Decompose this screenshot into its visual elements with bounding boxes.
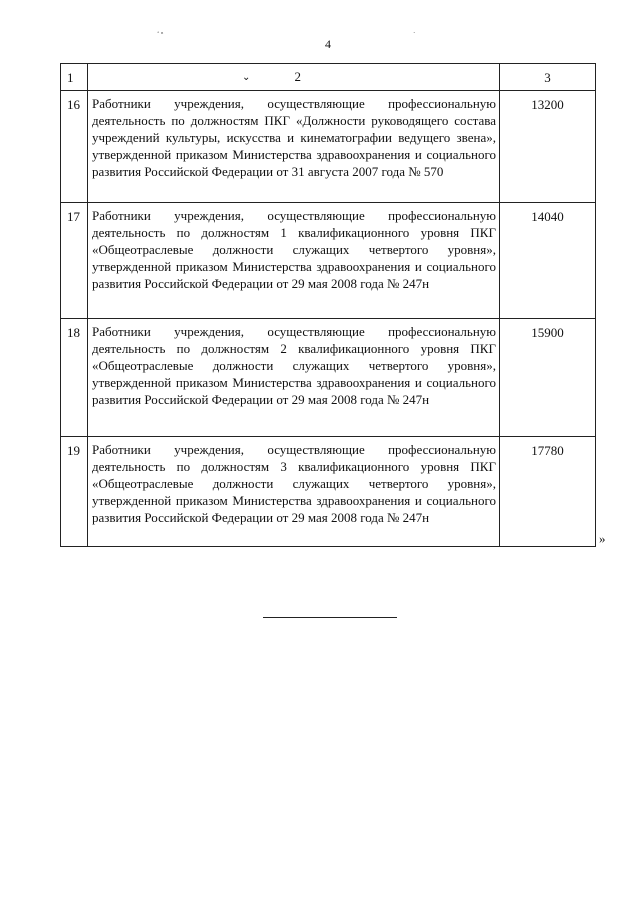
- scan-speck: ʻ ⁿ: [157, 30, 164, 38]
- column-header-value: 3: [500, 64, 596, 91]
- row-description: Работники учреждения, осуществляющие профессиональную деятельность по должностям 1 квалификационного уровня ПКГ «Общеотраслевые должности служащих четвертого уровня», утвержденной приказом Министерства здравоохранения и социального развития Российской Федерации от 29 мая 2008 года № 247н: [88, 203, 500, 319]
- table-row: [61, 91, 596, 203]
- row-value: 15900: [500, 319, 596, 437]
- scan-mark: ⌄: [242, 71, 251, 83]
- closing-quote: »: [599, 531, 606, 546]
- row-number: 17: [61, 203, 88, 319]
- row-description: Работники учреждения, осуществляющие профессиональную деятельность по должностям 2 квалификационного уровня ПКГ «Общеотраслевые должности служащих четвертого уровня», утвержденной приказом Министерства здравоохранения и социального развития Российской Федерации от 29 мая 2008 года № 247н: [88, 319, 500, 437]
- table-row: [61, 319, 596, 437]
- end-of-document-line: [263, 617, 397, 618]
- row-number: 16: [61, 91, 88, 203]
- salary-table: [60, 63, 596, 547]
- row-value: 17780: [500, 437, 596, 547]
- table-row: [61, 203, 596, 319]
- row-description: Работники учреждения, осуществляющие профессиональную деятельность по должностям 3 квалификационного уровня ПКГ «Общеотраслевые должности служащих четвертого уровня», утвержденной приказом Министерства здравоохранения и социального развития Российской Федерации от 29 мая 2008 года № 247н: [88, 437, 500, 547]
- column-header-description-label: 2: [294, 68, 301, 84]
- row-value: 13200: [500, 91, 596, 203]
- row-description: Работники учреждения, осуществляющие профессиональную деятельность по должностям ПКГ «Должности руководящего состава учреждений культуры, искусства и кинематографии ведущего звена», утвержденной приказом Министерства здравоохранения и социального развития Российской Федерации от 31 августа 2007 года № 570: [88, 91, 500, 203]
- row-number: 19: [61, 437, 88, 547]
- row-number: 18: [61, 319, 88, 437]
- scan-speck: ·: [413, 29, 416, 37]
- column-header-description: [88, 64, 500, 91]
- page-number: 4: [325, 37, 331, 51]
- row-value: 14040: [500, 203, 596, 319]
- table-row: [61, 437, 596, 547]
- column-header-number: 1: [61, 64, 88, 91]
- table-header-row: [61, 64, 596, 91]
